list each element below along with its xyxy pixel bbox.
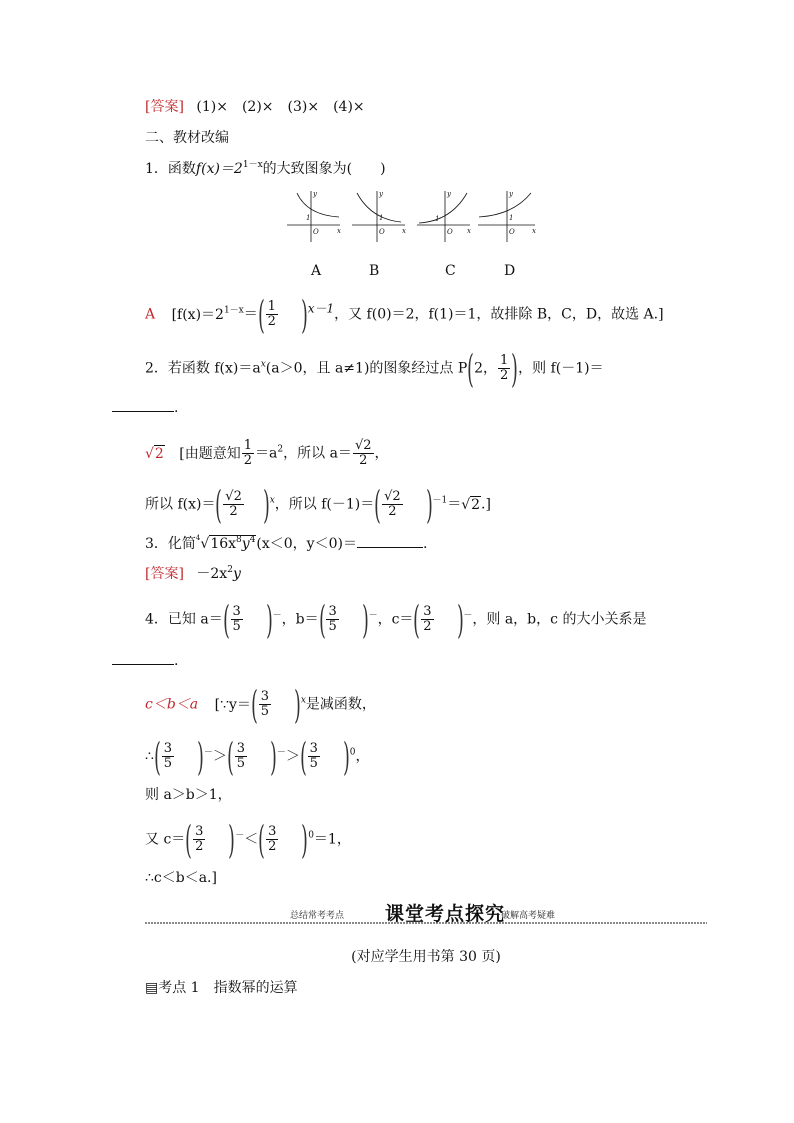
option-c-label: C <box>445 263 456 279</box>
answer-4-value: c＜b＜a <box>145 696 199 713</box>
question-4-blank: . <box>112 650 178 671</box>
answer-blank <box>112 650 174 665</box>
question-3: 3．化简$^4√16x^8y^4(x<0$，y＜0)＝ . <box>145 534 428 552</box>
answer-4-line-4: 又 c＝( $\frac{3}{2}$ )－＜( $\frac{3}{2}$ )$^0$＝1， <box>145 817 351 862</box>
option-a-label: A <box>311 263 322 279</box>
graph-d-origin-label: O <box>509 228 515 236</box>
answer-2-value: √2 <box>145 445 164 462</box>
option-b-label: B <box>369 263 380 279</box>
answer-2-line-2: 所以 f(x)＝( $\frac{√2}{2}$ )$^x$，所以 f(－1)＝( $\frac{√2}{2}$ )$^{-1}$＝√2.] <box>145 482 491 527</box>
answer-4-line-1: c＜b＜a [∵y＝( $\frac{3}{5}$ )$^x$是减函数， <box>145 682 376 727</box>
graph-b-one-label: 1 <box>379 214 384 222</box>
question-4: 4．已知 a＝( $\frac{3}{5}$ )－，b＝( $\frac{3}{5}$ )－，c＝( $\frac{3}{2}$ )－，则 a，b，c 的大小关系是 <box>145 597 647 642</box>
answer-blank <box>357 533 423 548</box>
topic-heading: ▤考点 1 指数幂的运算 <box>145 980 298 996</box>
graph-b-y-label: y <box>379 190 383 198</box>
graph-b-x-label: x <box>402 227 406 235</box>
banner-right-text: 破解高考疑难 <box>501 911 556 921</box>
graph-a-origin-label: O <box>313 228 319 236</box>
banner-title: 课堂考点探究 <box>385 903 506 925</box>
option-graphs <box>285 187 545 247</box>
answer-4-line-3: 则 a＞b＞1， <box>145 787 232 803</box>
question-1: 1．函数$f(x)=2^{1-x}$的大致图象为( ) <box>145 160 386 177</box>
answer-line-1 <box>145 97 365 117</box>
section-banner <box>145 898 707 932</box>
fraction: $\frac{1}{2}$ <box>500 353 509 383</box>
answer-4-line-5: ∴c＜b＜a.] <box>145 870 217 886</box>
answer-blank <box>112 397 174 412</box>
section-title: 二、教材改编 <box>145 130 229 146</box>
question-2: 2．若函数 $f(x)=a^x(a>0$，且 a≠1)的图象经过点 P(2， $\frac{1}{2}$ )，则 f(－1)＝ <box>145 346 604 391</box>
graph-a-y-label: y <box>313 190 317 198</box>
graph-c-one-label: 1 <box>435 215 440 223</box>
page-reference: (对应学生用书第 30 页) <box>351 949 501 965</box>
option-d-label: D <box>504 263 516 279</box>
answer-1-letter: A <box>145 306 156 323</box>
graph-c-origin-label: O <box>447 228 453 236</box>
question-2-blank: . <box>112 397 178 418</box>
answer-2-line-1: √2 [由题意知 $\frac{1}{2}$ $=a^2$，所以 a＝ $\frac{√2}{2}$ ， <box>145 438 389 468</box>
answer-3: [答案] $-2x^2y$ <box>145 565 241 582</box>
graph-c-y-label: y <box>447 190 451 198</box>
banner-left-text: 总结常考考点 <box>290 911 345 921</box>
answer-text: (1)× (2)× (3)× (4)× <box>196 99 365 115</box>
graph-d-x-label: x <box>532 227 536 235</box>
graph-a-one-label: 1 <box>306 214 311 222</box>
answer-tag: [答案] <box>145 99 184 115</box>
graph-b-origin-label: O <box>379 228 385 236</box>
graph-d-one-label: 1 <box>509 214 514 222</box>
answer-4-line-2: ∴( $\frac{3}{5}$ )－＞( $\frac{3}{5}$ )－＞( $\frac{3}{5}$ )$^0$， <box>145 734 370 779</box>
graph-d-y-label: y <box>509 190 513 198</box>
answer-1: A [$f(x)=2^{1-x}=$( $\frac{1}{2}$ )$^{x-1}$，又 f(0)＝2，f(1)＝1，故排除 B，C，D，故选 A.] <box>145 292 664 337</box>
topic-icon: ▤ <box>145 980 159 996</box>
graph-a-x-label: x <box>337 227 341 235</box>
fraction: $\frac{1}{2}$ <box>267 299 276 329</box>
graph-c-x-label: x <box>467 227 471 235</box>
